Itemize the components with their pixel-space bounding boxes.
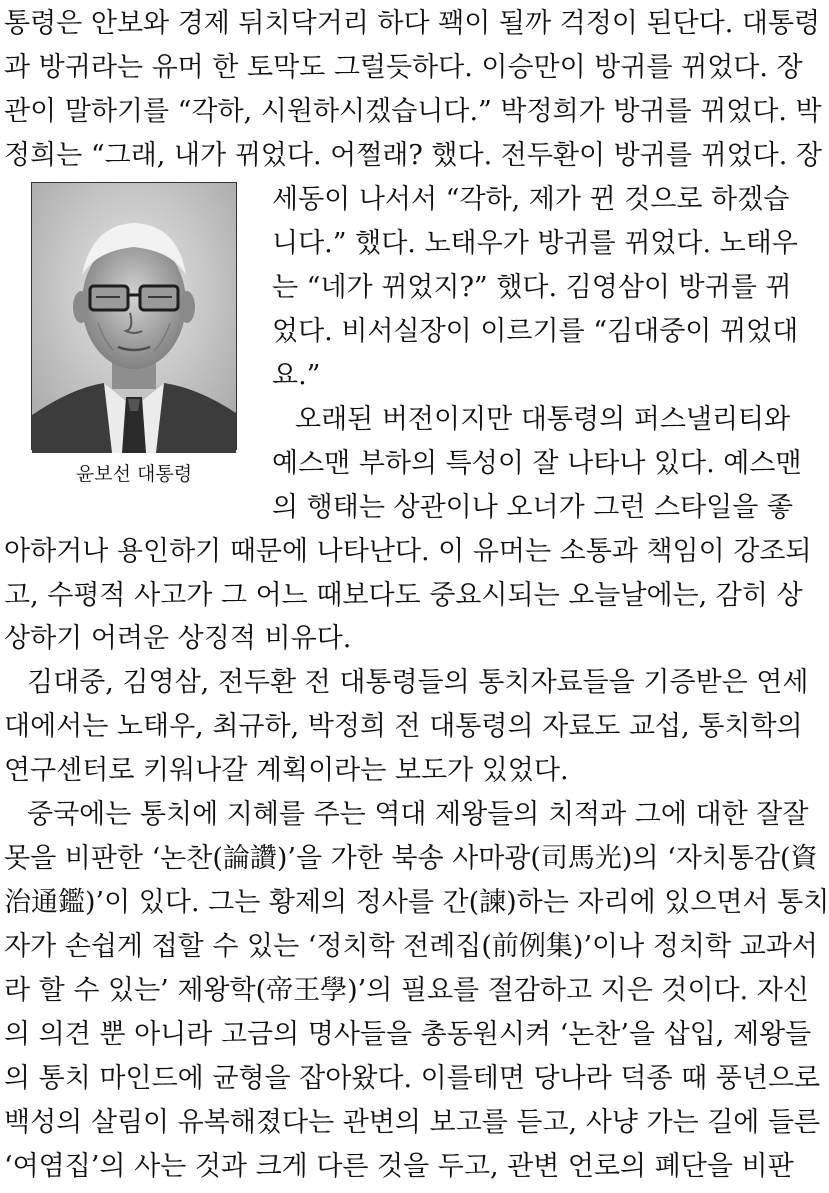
text-line: 예스맨 부하의 특성이 잘 나타나 있다. 예스맨 xyxy=(272,448,802,479)
text-line: 정희는 “그래, 내가 뀌었다. 어쩔래? 했다. 전두환이 방귀를 뀌었다. 장 xyxy=(4,140,822,171)
text-line: 는 “네가 뀌었지?” 했다. 김영삼이 방귀를 뀌 xyxy=(272,272,792,303)
text-line: 중국에는 통치에 지혜를 주는 역대 제왕들의 치적과 그에 대한 잘잘 xyxy=(27,799,809,830)
text-line: 백성의 살림이 유복해졌다는 관변의 보고를 듣고, 사냥 가는 길에 들른 xyxy=(4,1107,821,1138)
text-line: 의 행태는 상관이나 오너가 그런 스타일을 좋 xyxy=(272,492,793,523)
text-line: 요.” xyxy=(272,360,321,391)
portrait-icon xyxy=(32,183,236,453)
text-line: 자가 손쉽게 접할 수 있는 ‘정치학 전례집(前例集)’이나 정치학 교과서 xyxy=(4,931,818,962)
text-line: 의 의견 뿐 아니라 고금의 명사들을 총동원시켜 ‘논찬’을 삽입, 제왕들 xyxy=(4,1019,812,1050)
text-line: ‘여염집’의 사는 것과 크게 다른 것을 두고, 관변 언로의 폐단을 비판 xyxy=(4,1151,794,1182)
text-line: 상하기 어려운 상징적 비유다. xyxy=(4,623,352,654)
text-line: 治通鑑)’이 있다. 그는 황제의 정사를 간(諫)하는 자리에 있으면서 통치 xyxy=(4,887,829,918)
text-line: 었다. 비서실장이 이르기를 “김대중이 뀌었대 xyxy=(272,316,799,347)
text-line: 과 방귀라는 유머 한 토막도 그럴듯하다. 이승만이 방귀를 뀌었다. 장 xyxy=(4,52,803,83)
text-line: 아하거나 용인하기 때문에 나타난다. 이 유머는 소통과 책임이 강조되 xyxy=(4,536,812,567)
text-line: 고, 수평적 사고가 그 어느 때보다도 중요시되는 오늘날에는, 감히 상 xyxy=(4,580,803,611)
text-line: 라 할 수 있는’ 제왕학(帝王學)’의 필요를 절감하고 지은 것이다. 자신 xyxy=(4,975,809,1006)
text-line: 의 통치 마인드에 균형을 잡아왔다. 이를테면 당나라 덕종 때 풍년으로 xyxy=(4,1063,821,1094)
text-line: 연구센터로 키워나갈 계획이라는 보도가 있었다. xyxy=(4,755,569,786)
text-line: 니다.” 했다. 노태우가 방귀를 뀌었다. 노태우 xyxy=(272,228,798,259)
portrait-photo xyxy=(31,182,237,450)
text-line: 못을 비판한 ‘논찬(論讚)’을 가한 북송 사마광(司馬光)의 ‘자치통감(資 xyxy=(4,843,818,874)
text-line: 세동이 나서서 “각하, 제가 뀐 것으로 하겠습 xyxy=(272,184,790,215)
text-line: 김대중, 김영삼, 전두환 전 대통령들의 통치자료들을 기증받은 연세 xyxy=(27,667,809,698)
text-line: 대에서는 노태우, 최규하, 박정희 전 대통령의 자료도 교섭, 통치학의 xyxy=(4,711,803,742)
text-line: 오래된 버전이지만 대통령의 퍼스낼리티와 xyxy=(295,404,791,435)
text-line: 통령은 안보와 경제 뒤치닥거리 하다 꽥이 될까 걱정이 된단다. 대통령 xyxy=(4,8,821,39)
text-line: 관이 말하기를 “각하, 시원하시겠습니다.” 박정희가 방귀를 뀌었다. 박 xyxy=(4,96,822,127)
photo-caption: 윤보선 대통령 xyxy=(75,463,193,485)
